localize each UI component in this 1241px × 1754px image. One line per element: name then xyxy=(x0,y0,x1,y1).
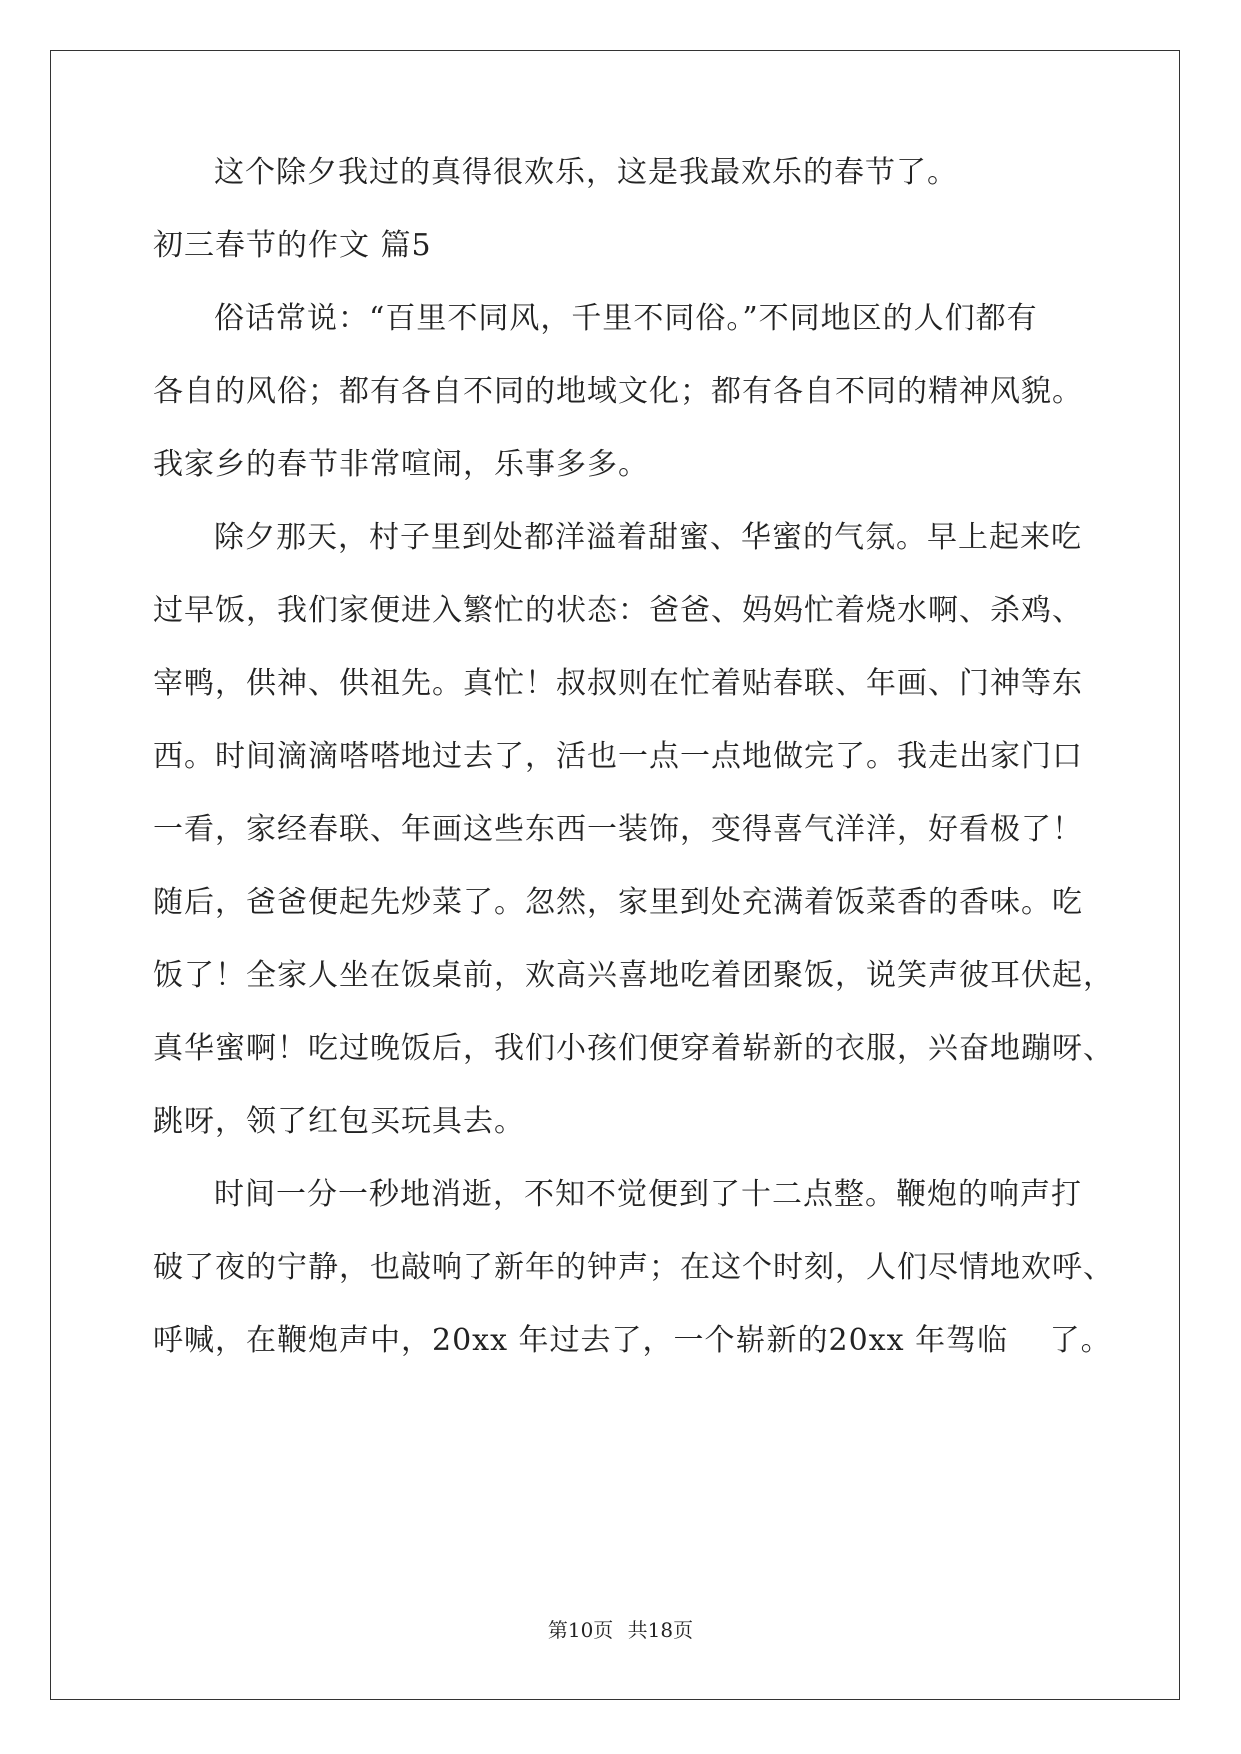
paragraph-line: 我家乡的春节非常喧闹，乐事多多。 xyxy=(153,447,649,482)
paragraph-line: 跳呀，领了红包买玩具去。 xyxy=(153,1104,525,1139)
paragraph-line: 各自的风俗；都有各自不同的地域文化；都有各自不同的精神风貌。 xyxy=(153,374,1083,409)
paragraph-line: 过早饭，我们家便进入繁忙的状态：爸爸、妈妈忙着烧水啊、杀鸡、 xyxy=(153,593,1083,628)
paragraph-line: 西。时间滴滴嗒嗒地过去了，活也一点一点地做完了。我走出家门口 xyxy=(153,739,1083,774)
paragraph-line: 饭了！全家人坐在饭桌前，欢高兴喜地吃着团聚饭，说笑声彼耳伏起， xyxy=(153,958,1114,993)
paragraph-line: 俗话常说：“百里不同风，千里不同俗。”不同地区的人们都有 xyxy=(214,301,1038,336)
paragraph-line: 这个除夕我过的真得很欢乐，这是我最欢乐的春节了。 xyxy=(214,155,958,190)
paragraph-line: 真华蜜啊！吃过晚饭后，我们小孩们便穿着崭新的衣服，兴奋地蹦呀、 xyxy=(153,1031,1114,1066)
paragraph-line: 一看，家经春联、年画这些东西一装饰，变得喜气洋洋，好看极了！ xyxy=(153,812,1083,847)
paragraph-line: 破了夜的宁静，也敲响了新年的钟声；在这个时刻，人们尽情地欢呼、 xyxy=(153,1250,1114,1285)
page-border xyxy=(50,50,1180,1700)
paragraph-line: 除夕那天，村子里到处都洋溢着甜蜜、华蜜的气氛。早上起来吃 xyxy=(214,520,1082,555)
paragraph-line: 随后，爸爸便起先炒菜了。忽然，家里到处充满着饭菜香的香味。吃 xyxy=(153,885,1083,920)
page-total: 共18页 xyxy=(627,1618,694,1642)
paragraph-line: 时间一分一秒地消逝，不知不觉便到了十二点整。鞭炮的响声打 xyxy=(214,1177,1082,1212)
page-footer xyxy=(0,1618,1241,1642)
paragraph-line: 呼喊，在鞭炮声中，20xx 年过去了，一个崭新的20xx 年驾临 了。 xyxy=(153,1323,1112,1358)
paragraph-line: 宰鸭，供神、供祖先。真忙！叔叔则在忙着贴春联、年画、门神等东 xyxy=(153,666,1083,701)
page-number: 第10页 xyxy=(547,1618,614,1642)
section-heading: 初三春节的作文 篇5 xyxy=(153,228,432,263)
